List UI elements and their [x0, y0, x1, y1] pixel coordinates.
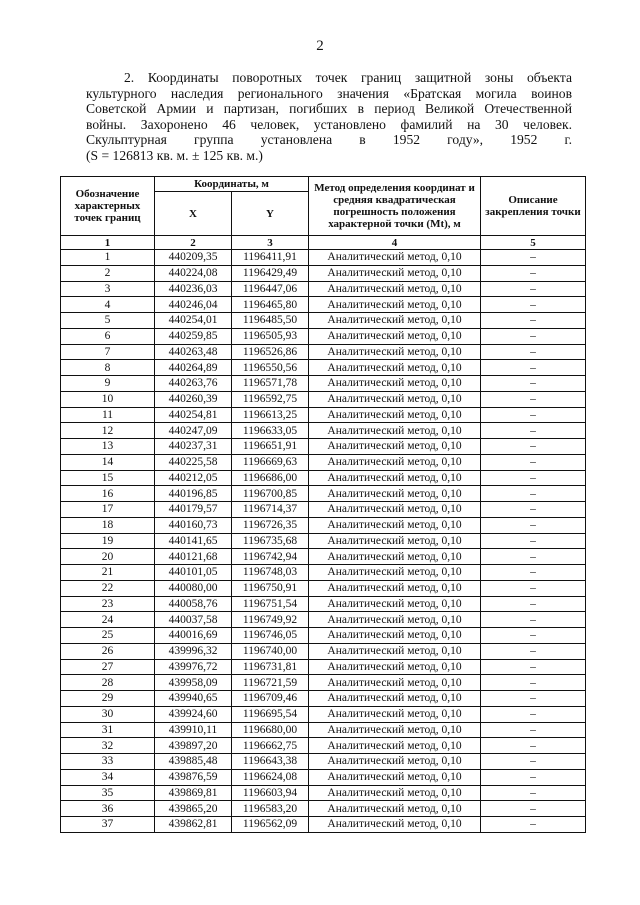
point-number-cell: 10 — [61, 391, 155, 407]
x-coordinate-cell: 440246,04 — [155, 297, 232, 313]
y-coordinate-cell: 1196680,00 — [232, 722, 309, 738]
method-cell: Аналитический метод, 0,10 — [309, 596, 481, 612]
point-number-cell: 16 — [61, 486, 155, 502]
table-row — [61, 297, 586, 313]
method-cell: Аналитический метод, 0,10 — [309, 706, 481, 722]
method-cell: Аналитический метод, 0,10 — [309, 297, 481, 313]
description-cell: – — [481, 801, 586, 817]
table-row — [61, 612, 586, 628]
point-number-cell: 19 — [61, 533, 155, 549]
description-cell: – — [481, 612, 586, 628]
x-coordinate-cell: 439865,20 — [155, 801, 232, 817]
x-coordinate-cell: 440121,68 — [155, 549, 232, 565]
description-cell: – — [481, 439, 586, 455]
point-number-cell: 26 — [61, 643, 155, 659]
y-coordinate-cell: 1196571,78 — [232, 376, 309, 392]
point-number-cell: 33 — [61, 754, 155, 770]
table-row — [61, 659, 586, 675]
x-coordinate-cell: 440224,08 — [155, 265, 232, 281]
method-cell: Аналитический метод, 0,10 — [309, 722, 481, 738]
table-row — [61, 549, 586, 565]
description-cell: – — [481, 281, 586, 297]
table-row — [61, 565, 586, 581]
header-x: X — [155, 192, 232, 236]
point-number-cell: 11 — [61, 407, 155, 423]
table-row — [61, 691, 586, 707]
y-coordinate-cell: 1196750,91 — [232, 580, 309, 596]
method-cell: Аналитический метод, 0,10 — [309, 391, 481, 407]
point-number-cell: 2 — [61, 265, 155, 281]
method-cell: Аналитический метод, 0,10 — [309, 785, 481, 801]
y-coordinate-cell: 1196740,00 — [232, 643, 309, 659]
y-coordinate-cell: 1196583,20 — [232, 801, 309, 817]
x-coordinate-cell: 440196,85 — [155, 486, 232, 502]
table-row — [61, 344, 586, 360]
y-coordinate-cell: 1196550,56 — [232, 360, 309, 376]
y-coordinate-cell: 1196686,00 — [232, 470, 309, 486]
y-coordinate-cell: 1196669,63 — [232, 454, 309, 470]
point-number-cell: 1 — [61, 250, 155, 266]
method-cell: Аналитический метод, 0,10 — [309, 675, 481, 691]
method-cell: Аналитический метод, 0,10 — [309, 454, 481, 470]
x-coordinate-cell: 439885,48 — [155, 754, 232, 770]
method-cell: Аналитический метод, 0,10 — [309, 549, 481, 565]
y-coordinate-cell: 1196411,91 — [232, 250, 309, 266]
table-row — [61, 328, 586, 344]
method-cell: Аналитический метод, 0,10 — [309, 691, 481, 707]
x-coordinate-cell: 440247,09 — [155, 423, 232, 439]
y-coordinate-cell: 1196562,09 — [232, 817, 309, 833]
y-coordinate-cell: 1196746,05 — [232, 628, 309, 644]
header-coordinates: Координаты, м — [155, 177, 309, 192]
x-coordinate-cell: 440263,76 — [155, 376, 232, 392]
point-number-cell: 3 — [61, 281, 155, 297]
description-cell: – — [481, 502, 586, 518]
table-row — [61, 533, 586, 549]
column-number: 2 — [155, 236, 232, 250]
method-cell: Аналитический метод, 0,10 — [309, 407, 481, 423]
table-row — [61, 313, 586, 329]
description-cell: – — [481, 250, 586, 266]
description-cell: – — [481, 675, 586, 691]
method-cell: Аналитический метод, 0,10 — [309, 533, 481, 549]
x-coordinate-cell: 439996,32 — [155, 643, 232, 659]
y-coordinate-cell: 1196695,54 — [232, 706, 309, 722]
point-number-cell: 34 — [61, 769, 155, 785]
description-cell: – — [481, 643, 586, 659]
point-number-cell: 12 — [61, 423, 155, 439]
point-number-cell: 25 — [61, 628, 155, 644]
x-coordinate-cell: 439924,60 — [155, 706, 232, 722]
x-coordinate-cell: 440259,85 — [155, 328, 232, 344]
method-cell: Аналитический метод, 0,10 — [309, 281, 481, 297]
x-coordinate-cell: 440016,69 — [155, 628, 232, 644]
point-number-cell: 23 — [61, 596, 155, 612]
description-cell: – — [481, 659, 586, 675]
x-coordinate-cell: 440254,01 — [155, 313, 232, 329]
y-coordinate-cell: 1196751,54 — [232, 596, 309, 612]
table-row — [61, 423, 586, 439]
y-coordinate-cell: 1196742,94 — [232, 549, 309, 565]
x-coordinate-cell: 440101,05 — [155, 565, 232, 581]
method-cell: Аналитический метод, 0,10 — [309, 502, 481, 518]
point-number-cell: 18 — [61, 517, 155, 533]
y-coordinate-cell: 1196735,68 — [232, 533, 309, 549]
x-coordinate-cell: 440212,05 — [155, 470, 232, 486]
x-coordinate-cell: 440160,73 — [155, 517, 232, 533]
description-cell: – — [481, 549, 586, 565]
y-coordinate-cell: 1196447,06 — [232, 281, 309, 297]
page-number: 2 — [316, 38, 324, 54]
method-cell: Аналитический метод, 0,10 — [309, 612, 481, 628]
method-cell: Аналитический метод, 0,10 — [309, 801, 481, 817]
description-cell: – — [481, 391, 586, 407]
x-coordinate-cell: 440225,58 — [155, 454, 232, 470]
point-number-cell: 6 — [61, 328, 155, 344]
y-coordinate-cell: 1196721,59 — [232, 675, 309, 691]
table-row — [61, 738, 586, 754]
y-coordinate-cell: 1196633,05 — [232, 423, 309, 439]
description-cell: – — [481, 486, 586, 502]
description-cell: – — [481, 754, 586, 770]
description-cell: – — [481, 454, 586, 470]
y-coordinate-cell: 1196465,80 — [232, 297, 309, 313]
table-row — [61, 454, 586, 470]
method-cell: Аналитический метод, 0,10 — [309, 265, 481, 281]
method-cell: Аналитический метод, 0,10 — [309, 360, 481, 376]
table-body — [61, 250, 586, 833]
x-coordinate-cell: 440264,89 — [155, 360, 232, 376]
column-number: 5 — [481, 236, 586, 250]
description-cell: – — [481, 722, 586, 738]
method-cell: Аналитический метод, 0,10 — [309, 439, 481, 455]
description-cell: – — [481, 360, 586, 376]
table-row — [61, 754, 586, 770]
table-row — [61, 281, 586, 297]
method-cell: Аналитический метод, 0,10 — [309, 738, 481, 754]
y-coordinate-cell: 1196748,03 — [232, 565, 309, 581]
y-coordinate-cell: 1196624,08 — [232, 769, 309, 785]
x-coordinate-cell: 439958,09 — [155, 675, 232, 691]
x-coordinate-cell: 439869,81 — [155, 785, 232, 801]
y-coordinate-cell: 1196700,85 — [232, 486, 309, 502]
x-coordinate-cell: 440141,65 — [155, 533, 232, 549]
table-row — [61, 502, 586, 518]
table-row — [61, 265, 586, 281]
description-cell: – — [481, 817, 586, 833]
x-coordinate-cell: 439976,72 — [155, 659, 232, 675]
description-cell: – — [481, 328, 586, 344]
y-coordinate-cell: 1196731,81 — [232, 659, 309, 675]
description-cell: – — [481, 407, 586, 423]
y-coordinate-cell: 1196651,91 — [232, 439, 309, 455]
point-number-cell: 37 — [61, 817, 155, 833]
point-number-cell: 36 — [61, 801, 155, 817]
x-coordinate-cell: 440254,81 — [155, 407, 232, 423]
table-row — [61, 250, 586, 266]
table-row — [61, 628, 586, 644]
header-method: Метод определения координат и средняя квадратическая погрешность положения характерной точки (Mt), м — [309, 177, 481, 236]
point-number-cell: 20 — [61, 549, 155, 565]
table-row — [61, 439, 586, 455]
description-cell: – — [481, 470, 586, 486]
point-number-cell: 4 — [61, 297, 155, 313]
x-coordinate-cell: 440260,39 — [155, 391, 232, 407]
method-cell: Аналитический метод, 0,10 — [309, 817, 481, 833]
point-number-cell: 29 — [61, 691, 155, 707]
point-number-cell: 28 — [61, 675, 155, 691]
method-cell: Аналитический метод, 0,10 — [309, 628, 481, 644]
point-number-cell: 5 — [61, 313, 155, 329]
heading-line: Советской Армии и партизан, погибших в период Великой Отечественной — [86, 101, 572, 117]
point-number-cell: 17 — [61, 502, 155, 518]
x-coordinate-cell: 440037,58 — [155, 612, 232, 628]
table-row — [61, 722, 586, 738]
y-coordinate-cell: 1196726,35 — [232, 517, 309, 533]
y-coordinate-cell: 1196714,37 — [232, 502, 309, 518]
y-coordinate-cell: 1196643,38 — [232, 754, 309, 770]
point-number-cell: 9 — [61, 376, 155, 392]
description-cell: – — [481, 344, 586, 360]
description-cell: – — [481, 785, 586, 801]
point-number-cell: 24 — [61, 612, 155, 628]
point-number-cell: 21 — [61, 565, 155, 581]
x-coordinate-cell: 440237,31 — [155, 439, 232, 455]
x-coordinate-cell: 439876,59 — [155, 769, 232, 785]
table-row — [61, 376, 586, 392]
x-coordinate-cell: 439910,11 — [155, 722, 232, 738]
description-cell: – — [481, 313, 586, 329]
method-cell: Аналитический метод, 0,10 — [309, 328, 481, 344]
method-cell: Аналитический метод, 0,10 — [309, 580, 481, 596]
table-row — [61, 470, 586, 486]
y-coordinate-cell: 1196505,93 — [232, 328, 309, 344]
section-heading — [86, 70, 572, 164]
description-cell: – — [481, 580, 586, 596]
point-number-cell: 14 — [61, 454, 155, 470]
table-row — [61, 596, 586, 612]
y-coordinate-cell: 1196485,50 — [232, 313, 309, 329]
table-row — [61, 769, 586, 785]
description-cell: – — [481, 738, 586, 754]
point-number-cell: 27 — [61, 659, 155, 675]
y-coordinate-cell: 1196662,75 — [232, 738, 309, 754]
point-number-cell: 13 — [61, 439, 155, 455]
y-coordinate-cell: 1196592,75 — [232, 391, 309, 407]
point-number-cell: 7 — [61, 344, 155, 360]
table-row — [61, 817, 586, 833]
description-cell: – — [481, 533, 586, 549]
method-cell: Аналитический метод, 0,10 — [309, 486, 481, 502]
description-cell: – — [481, 517, 586, 533]
point-number-cell: 35 — [61, 785, 155, 801]
method-cell: Аналитический метод, 0,10 — [309, 754, 481, 770]
y-coordinate-cell: 1196526,86 — [232, 344, 309, 360]
y-coordinate-cell: 1196429,49 — [232, 265, 309, 281]
description-cell: – — [481, 691, 586, 707]
table-row — [61, 407, 586, 423]
point-number-cell: 8 — [61, 360, 155, 376]
table-row — [61, 643, 586, 659]
method-cell: Аналитический метод, 0,10 — [309, 344, 481, 360]
method-cell: Аналитический метод, 0,10 — [309, 423, 481, 439]
method-cell: Аналитический метод, 0,10 — [309, 517, 481, 533]
heading-line: войны. Захоронено 46 человек, установлено фамилий на 30 человек. — [86, 116, 572, 132]
header-y: Y — [232, 192, 309, 236]
x-coordinate-cell: 440080,00 — [155, 580, 232, 596]
y-coordinate-cell: 1196709,46 — [232, 691, 309, 707]
column-number: 3 — [232, 236, 309, 250]
method-cell: Аналитический метод, 0,10 — [309, 565, 481, 581]
method-cell: Аналитический метод, 0,10 — [309, 643, 481, 659]
x-coordinate-cell: 440058,76 — [155, 596, 232, 612]
header-point-designation: Обозначение характерных точек границ — [61, 177, 155, 236]
column-number: 4 — [309, 236, 481, 250]
point-number-cell: 32 — [61, 738, 155, 754]
description-cell: – — [481, 628, 586, 644]
x-coordinate-cell: 440209,35 — [155, 250, 232, 266]
method-cell: Аналитический метод, 0,10 — [309, 313, 481, 329]
heading-line: (S = 126813 кв. м. ± 125 кв. м.) — [86, 147, 263, 163]
y-coordinate-cell: 1196603,94 — [232, 785, 309, 801]
description-cell: – — [481, 706, 586, 722]
description-cell: – — [481, 376, 586, 392]
table-row — [61, 801, 586, 817]
description-cell: – — [481, 565, 586, 581]
y-coordinate-cell: 1196749,92 — [232, 612, 309, 628]
point-number-cell: 31 — [61, 722, 155, 738]
method-cell: Аналитический метод, 0,10 — [309, 376, 481, 392]
method-cell: Аналитический метод, 0,10 — [309, 250, 481, 266]
method-cell: Аналитический метод, 0,10 — [309, 659, 481, 675]
x-coordinate-cell: 439862,81 — [155, 817, 232, 833]
point-number-cell: 30 — [61, 706, 155, 722]
table-row — [61, 675, 586, 691]
header-description: Описание закрепления точки — [481, 177, 586, 236]
point-number-cell: 15 — [61, 470, 155, 486]
x-coordinate-cell: 440179,57 — [155, 502, 232, 518]
heading-line: культурного наследия регионального значения «Братская могила воинов — [86, 85, 572, 101]
description-cell: – — [481, 596, 586, 612]
x-coordinate-cell: 440263,48 — [155, 344, 232, 360]
description-cell: – — [481, 265, 586, 281]
method-cell: Аналитический метод, 0,10 — [309, 470, 481, 486]
table-row — [61, 360, 586, 376]
coordinates-table — [60, 176, 586, 833]
x-coordinate-cell: 440236,03 — [155, 281, 232, 297]
heading-line: Скульптурная группа установлена в 1952 году», 1952 г. — [86, 132, 572, 148]
column-number: 1 — [61, 236, 155, 250]
table-row — [61, 706, 586, 722]
description-cell: – — [481, 423, 586, 439]
x-coordinate-cell: 439897,20 — [155, 738, 232, 754]
x-coordinate-cell: 439940,65 — [155, 691, 232, 707]
method-cell: Аналитический метод, 0,10 — [309, 769, 481, 785]
description-cell: – — [481, 769, 586, 785]
y-coordinate-cell: 1196613,25 — [232, 407, 309, 423]
table-row — [61, 391, 586, 407]
heading-line: 2. Координаты поворотных точек границ защитной зоны объекта — [124, 70, 572, 85]
table-row — [61, 785, 586, 801]
table-row — [61, 486, 586, 502]
table-row — [61, 580, 586, 596]
point-number-cell: 22 — [61, 580, 155, 596]
table-row — [61, 517, 586, 533]
description-cell: – — [481, 297, 586, 313]
